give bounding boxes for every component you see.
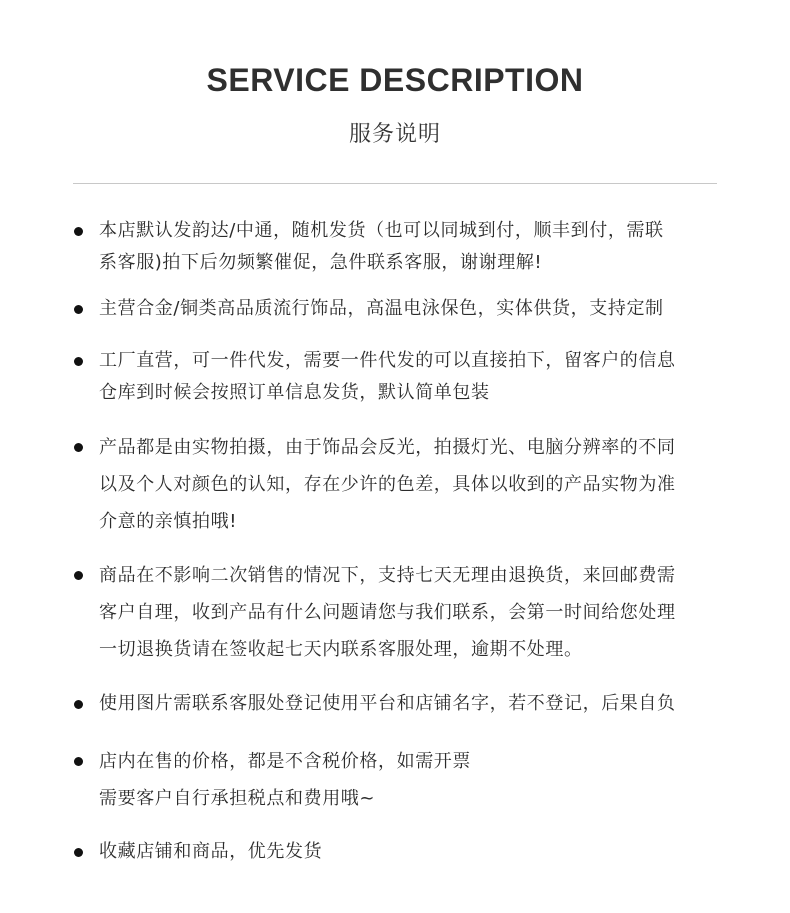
item-text-line: 一切退换货请在签收起七天内联系客服处理，逾期不处理。	[99, 639, 583, 660]
item-text-line: 本店默认发韵达/中通，随机发货（也可以同城到付，顺丰到付，需联	[99, 220, 664, 241]
item-text-line: 系客服)拍下后勿频繁催促，急件联系客服，谢谢理解!	[99, 252, 543, 273]
page-title-en: SERVICE DESCRIPTION	[206, 62, 584, 98]
item-text-line: 收藏店铺和商品，优先发货	[99, 841, 323, 862]
item-text-line: 需要客户自行承担税点和费用哦~	[99, 788, 376, 809]
bullet-icon	[74, 227, 83, 236]
bullet-icon	[74, 848, 83, 857]
item-text-line: 客户自理，收到产品有什么问题请您与我们联系，会第一时间给您处理	[99, 602, 676, 623]
item-text-line: 产品都是由实物拍摄，由于饰品会反光，拍摄灯光、电脑分辨率的不同	[99, 437, 676, 458]
bullet-icon	[74, 305, 83, 314]
divider	[73, 183, 717, 184]
item-text-line: 工厂直营，可一件代发，需要一件代发的可以直接拍下，留客户的信息	[99, 350, 676, 371]
item-text-line: 介意的亲慎拍哦!	[99, 511, 238, 532]
bullet-icon	[74, 757, 83, 766]
item-text-line: 主营合金/铜类高品质流行饰品，高温电泳保色，实体供货，支持定制	[99, 298, 664, 319]
bullet-icon	[74, 357, 83, 366]
bullet-icon	[74, 571, 83, 580]
item-text-line: 以及个人对颜色的认知，存在少许的色差，具体以收到的产品实物为准	[99, 474, 676, 495]
bullet-icon	[74, 443, 83, 452]
item-text-line: 商品在不影响二次销售的情况下，支持七天无理由退换货，来回邮费需	[99, 565, 676, 586]
item-text-line: 仓库到时候会按照订单信息发货，默认简单包装	[99, 382, 490, 403]
page-title-cn: 服务说明	[348, 122, 441, 147]
item-text-line: 使用图片需联系客服处登记使用平台和店铺名字，若不登记，后果自负	[99, 693, 676, 714]
item-text-line: 店内在售的价格，都是不含税价格，如需开票	[99, 751, 471, 772]
bullet-icon	[74, 700, 83, 709]
